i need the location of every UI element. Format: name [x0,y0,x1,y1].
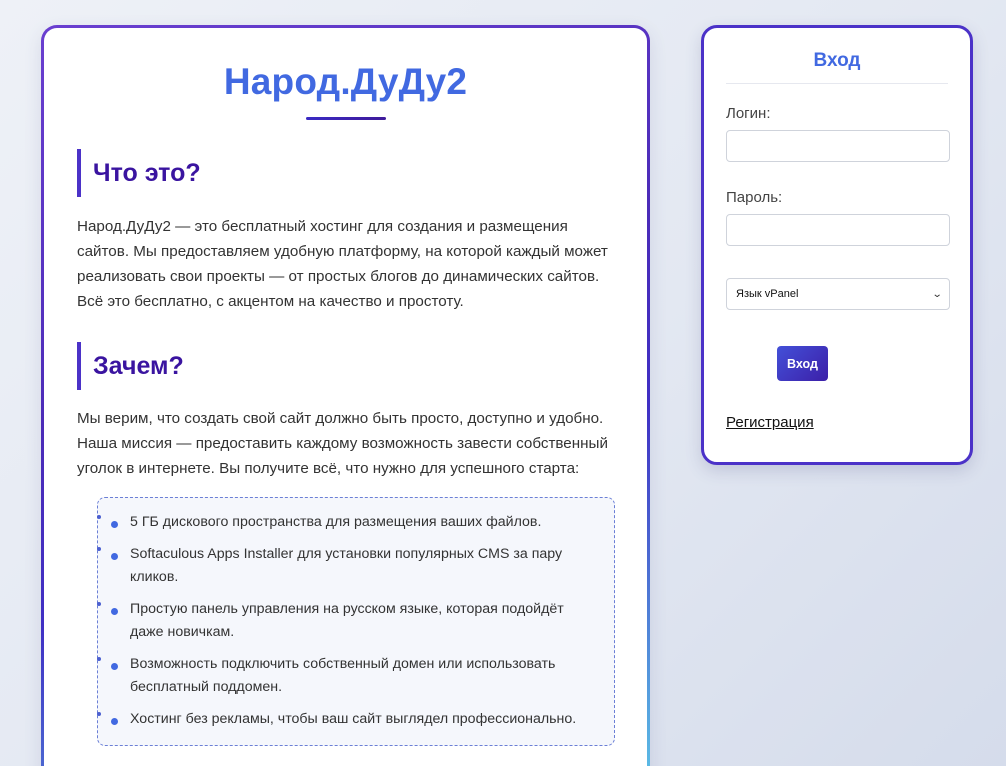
login-submit-button[interactable]: Вход [777,346,828,381]
login-input[interactable] [726,130,950,162]
feature-item [130,598,594,644]
feature-text: Хостинг без рекламы, чтобы ваш сайт выглядел профессионально. [130,711,577,727]
feature-item [130,708,594,731]
bullet-icon [111,718,118,725]
feature-item [130,543,594,589]
feature-text: Возможность подключить собственный домен или использовать бесплатный поддомен. [130,656,556,695]
section-text-why: Мы верим, что создать свой сайт должно быть просто, доступно и удобно. Наша миссия — предоставить каждому возможность завести собственный уголок в интернете. Вы получите всё, что нужно для успешного старта: [77,410,608,477]
about-card [41,25,650,766]
chevron-down-icon: ⌄ [931,288,943,300]
feature-list [97,497,615,746]
login-title: Вход [726,28,948,84]
feature-text: 5 ГБ дискового пространства для размещения ваших файлов. [130,514,542,530]
bullet-icon [111,553,118,560]
feature-text: Простую панель управления на русском языке, которая подойдёт даже новичкам. [130,601,564,640]
bullet-dot-icon [97,602,101,606]
bullet-dot-icon [97,515,101,519]
section-heading-why: Зачем? [77,342,614,390]
bullet-icon [111,663,118,670]
section-heading-what: Что это? [77,149,614,197]
login-label: Логин: [726,105,771,122]
password-input[interactable] [726,214,950,246]
language-select-value: Язык vPanel [736,288,799,300]
bullet-icon [111,608,118,615]
bullet-dot-icon [97,712,101,716]
site-title: Народ.ДуДу2 [223,61,468,102]
login-panel [701,25,973,465]
title-underline [306,117,386,120]
section-text-what: Народ.ДуДу2 — это бесплатный хостинг для создания и размещения сайтов. Мы предоставляем удобную платформу, на которой каждый может реализовать свои проекты — от простых блогов до динамических сайтов. Всё это бесплатно, с акцентом на качество и простоту. [77,218,608,310]
bullet-dot-icon [97,547,101,551]
bullet-icon [111,521,118,528]
bullet-dot-icon [97,657,101,661]
feature-item [130,511,594,534]
register-link[interactable]: Регистрация [726,414,814,431]
password-label: Пароль: [726,189,783,206]
feature-text: Softaculous Apps Installer для установки популярных CMS за пару кликов. [130,546,563,585]
language-select[interactable] [726,278,950,310]
feature-item [130,653,594,699]
